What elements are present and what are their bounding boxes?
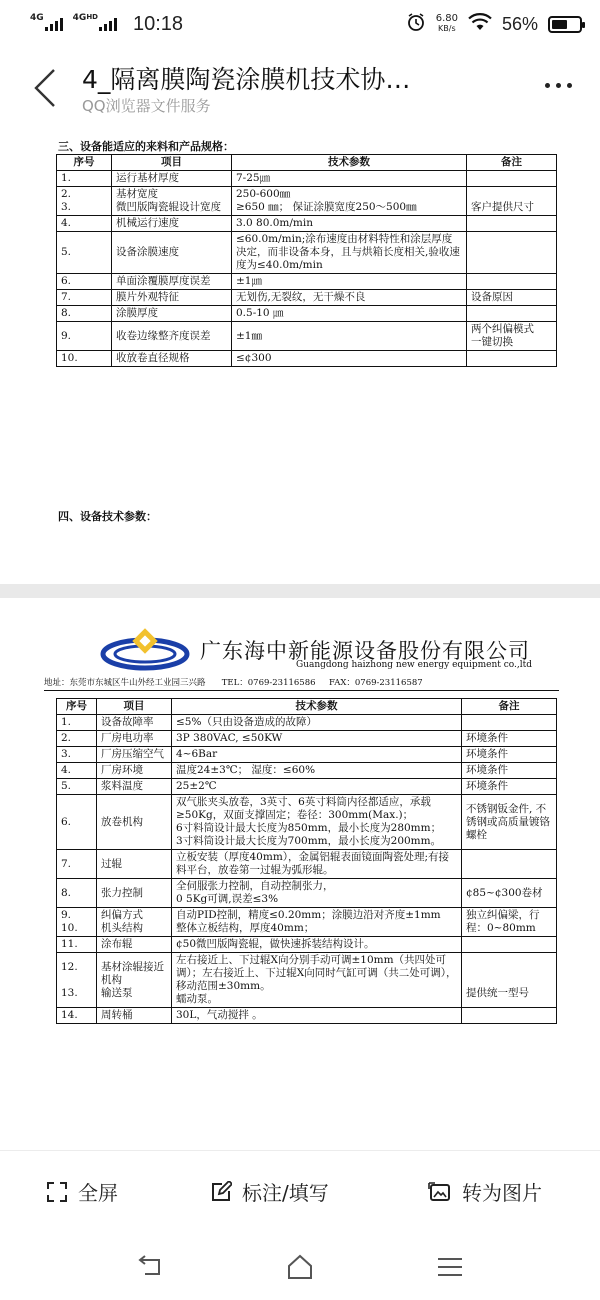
fullscreen-button[interactable] bbox=[46, 1177, 118, 1206]
row-number: 6. bbox=[57, 795, 97, 850]
row-number: 3. bbox=[57, 747, 97, 763]
row-item: 收放卷直径规格 bbox=[112, 351, 232, 367]
nav-menu-button[interactable] bbox=[435, 1252, 465, 1282]
row-parameter: 3.0 80.0m/min bbox=[232, 216, 467, 232]
document-viewer[interactable] bbox=[0, 124, 600, 1150]
row-parameter: 3P 380VAC, ≤50KW bbox=[172, 731, 462, 747]
signal-bars-icon bbox=[99, 17, 117, 31]
section4-heading: 四、设备技术参数： bbox=[58, 510, 157, 523]
status-bar bbox=[0, 0, 600, 48]
convert-to-image-label: 转为图片 bbox=[462, 1181, 542, 1205]
row-number: 1. bbox=[57, 171, 112, 187]
row-note: 两个纠偏模式 一键切换 bbox=[467, 322, 557, 351]
row-item: 涂膜厚度 bbox=[112, 306, 232, 322]
row-number: 8. bbox=[57, 306, 112, 322]
column-header: 备注 bbox=[467, 155, 557, 171]
row-item: 基材宽度 微凹版陶瓷辊设计宽度 bbox=[112, 187, 232, 216]
row-note: 设备原因 bbox=[467, 290, 557, 306]
nav-back-icon bbox=[135, 1252, 165, 1282]
row-number: 6. bbox=[57, 274, 112, 290]
row-note bbox=[462, 715, 557, 731]
row-note: 环境条件 bbox=[462, 779, 557, 795]
document-page-1 bbox=[0, 124, 600, 584]
row-item: 单面涂覆膜厚度误差 bbox=[112, 274, 232, 290]
table-row bbox=[57, 290, 557, 306]
row-note bbox=[467, 351, 557, 367]
alarm-icon bbox=[406, 12, 426, 36]
table-row bbox=[57, 850, 557, 879]
row-parameter: 双气胀夹头放卷，3英寸、6英寸料筒内径都适应，承载≥50Kg，双面支撑固定；卷径：300mm(Max.)； 6寸料筒设计最大长度为850mm，最小长度为280mm； 3寸料筒设计最大长度为700mm，最小长度为200mm。 bbox=[172, 795, 462, 850]
table-row bbox=[57, 216, 557, 232]
row-item: 涂布辊 bbox=[97, 937, 172, 953]
spec-table-1 bbox=[56, 154, 557, 367]
table-row bbox=[57, 795, 557, 850]
row-note: 环境条件 bbox=[462, 763, 557, 779]
fullscreen-icon bbox=[46, 1181, 68, 1203]
table-row bbox=[57, 937, 557, 953]
row-parameter: 立板安装（厚度40mm），金属铝辊表面镜面陶瓷处理;有接料平台，放卷第一过辊为弧形辊。 bbox=[172, 850, 462, 879]
row-number: 14. bbox=[57, 1008, 97, 1024]
sim2-signal bbox=[72, 13, 117, 31]
row-note bbox=[467, 306, 557, 322]
row-number: 9. bbox=[57, 322, 112, 351]
row-item: 设备故障率 bbox=[97, 715, 172, 731]
sim1-signal bbox=[30, 13, 63, 31]
row-parameter: 0.5-10 ㎛ bbox=[232, 306, 467, 322]
row-item: 张力控制 bbox=[97, 879, 172, 908]
row-note bbox=[467, 274, 557, 290]
row-number: 12. 13. bbox=[57, 953, 97, 1008]
table-header-row bbox=[57, 155, 557, 171]
table-row bbox=[57, 322, 557, 351]
spec-table-2 bbox=[56, 698, 557, 1024]
table-row bbox=[57, 171, 557, 187]
row-note bbox=[467, 216, 557, 232]
nav-home-icon bbox=[285, 1252, 315, 1282]
row-item: 过辊 bbox=[97, 850, 172, 879]
back-arrow-icon bbox=[30, 66, 60, 110]
fullscreen-label: 全屏 bbox=[78, 1181, 118, 1205]
letterhead-divider bbox=[44, 690, 559, 691]
row-parameter: 4~6Bar bbox=[172, 747, 462, 763]
section3-heading: 三、设备能适应的来料和产品规格： bbox=[58, 140, 234, 153]
row-item: 周转桶 bbox=[97, 1008, 172, 1024]
nav-back-button[interactable] bbox=[135, 1252, 165, 1282]
row-item: 运行基材厚度 bbox=[112, 171, 232, 187]
row-number: 2. bbox=[57, 731, 97, 747]
row-number: 8. bbox=[57, 879, 97, 908]
row-parameter: 250-600㎜ ≥650 ㎜； 保证涂膜宽度250～500㎜ bbox=[232, 187, 467, 216]
row-parameter: ≤60.0m/min;涂布速度由材料特性和涂层厚度决定，而非设备本身，且与烘箱长度相关,验收速度为≤40.0m/min bbox=[232, 232, 467, 274]
row-number: 5. bbox=[57, 232, 112, 274]
table-row bbox=[57, 232, 557, 274]
row-item: 膜片外观特征 bbox=[112, 290, 232, 306]
network-speed: 6.80 KB/s bbox=[435, 13, 458, 33]
more-options-button[interactable] bbox=[538, 70, 578, 100]
image-convert-icon bbox=[428, 1181, 452, 1203]
row-note bbox=[467, 232, 557, 274]
nav-home-button[interactable] bbox=[285, 1252, 315, 1282]
company-name-cn: 广东海中新能源设备股份有限公司 bbox=[200, 639, 530, 663]
document-page-2 bbox=[0, 598, 600, 1150]
row-parameter: ±1㎛ bbox=[232, 274, 467, 290]
row-note: 不锈钢钣金件, 不锈钢或高质量镀铬螺栓 bbox=[462, 795, 557, 850]
row-item: 设备涂膜速度 bbox=[112, 232, 232, 274]
row-parameter: 自动PID控制，精度≤0.20mm；涂膜边沿对齐度±1mm 整体立板结构，厚度40mm； bbox=[172, 908, 462, 937]
table-row bbox=[57, 274, 557, 290]
row-parameter: 7-25㎛ bbox=[232, 171, 467, 187]
row-number: 4. bbox=[57, 763, 97, 779]
column-header: 技术参数 bbox=[172, 699, 462, 715]
table-row bbox=[57, 763, 557, 779]
row-parameter: ≤5%（只由设备造成的故障） bbox=[172, 715, 462, 731]
row-number: 5. bbox=[57, 779, 97, 795]
column-header: 技术参数 bbox=[232, 155, 467, 171]
row-item: 机械运行速度 bbox=[112, 216, 232, 232]
table-row bbox=[57, 715, 557, 731]
row-note: 客户提供尺寸 bbox=[467, 187, 557, 216]
row-item: 浆料温度 bbox=[97, 779, 172, 795]
title-bar bbox=[0, 48, 600, 124]
document-title: 4_隔离膜陶瓷涂膜机技术协… bbox=[82, 65, 411, 94]
table-row bbox=[57, 731, 557, 747]
table-row bbox=[57, 779, 557, 795]
signal-bars-icon bbox=[45, 17, 63, 31]
row-number: 9. 10. bbox=[57, 908, 97, 937]
row-parameter: ≤¢300 bbox=[232, 351, 467, 367]
nav-menu-icon bbox=[435, 1252, 465, 1282]
back-button[interactable] bbox=[30, 66, 70, 110]
row-number: 7. bbox=[57, 850, 97, 879]
row-parameter: 温度24±3℃； 湿度：≤60% bbox=[172, 763, 462, 779]
page-separator bbox=[0, 584, 600, 598]
battery-percent: 56% bbox=[501, 13, 538, 34]
row-note: 环境条件 bbox=[462, 747, 557, 763]
table-row bbox=[57, 1008, 557, 1024]
row-note bbox=[462, 937, 557, 953]
annotate-button[interactable] bbox=[210, 1177, 329, 1206]
company-logo-icon bbox=[100, 626, 190, 674]
row-number: 4. bbox=[57, 216, 112, 232]
edit-icon bbox=[210, 1181, 232, 1203]
row-parameter: 全伺服张力控制，自动控制张力， 0 5Kg可调,误差≤3% bbox=[172, 879, 462, 908]
company-name-en: Guangdong haizhong new energy equipment co.,ltd bbox=[296, 660, 533, 670]
document-source: QQ浏览器文件服务 bbox=[82, 97, 211, 115]
table-row bbox=[57, 306, 557, 322]
row-note: 环境条件 bbox=[462, 731, 557, 747]
row-number: 1. bbox=[57, 715, 97, 731]
system-nav-bar bbox=[0, 1232, 600, 1300]
sim1-label: 4G bbox=[30, 13, 44, 23]
row-note: ¢85~¢300卷材 bbox=[462, 879, 557, 908]
clock: 10:18 bbox=[132, 12, 184, 35]
battery-icon bbox=[548, 16, 582, 33]
row-item: 放卷机构 bbox=[97, 795, 172, 850]
row-item: 收卷边缘整齐度误差 bbox=[112, 322, 232, 351]
row-note bbox=[462, 1008, 557, 1024]
annotate-label: 标注/填写 bbox=[242, 1181, 329, 1205]
row-item: 厂房环境 bbox=[97, 763, 172, 779]
sim2-label: $4G^{HD}$ bbox=[72, 13, 98, 23]
convert-to-image-button[interactable] bbox=[428, 1177, 542, 1206]
column-header: 序号 bbox=[57, 699, 97, 715]
row-note: 提供统一型号 bbox=[462, 953, 557, 1008]
row-number: 11. bbox=[57, 937, 97, 953]
row-note bbox=[462, 850, 557, 879]
table-row bbox=[57, 953, 557, 1008]
row-parameter: 25±2℃ bbox=[172, 779, 462, 795]
row-parameter: ¢50微凹版陶瓷辊，做快速拆装结构设计。 bbox=[172, 937, 462, 953]
row-item: 基材涂辊接近机构 输送泵 bbox=[97, 953, 172, 1008]
row-item: 厂房电功率 bbox=[97, 731, 172, 747]
table-row bbox=[57, 908, 557, 937]
row-number: 10. bbox=[57, 351, 112, 367]
row-note: 独立纠偏梁，行程：0~80mm bbox=[462, 908, 557, 937]
row-number: 7. bbox=[57, 290, 112, 306]
column-header: 序号 bbox=[57, 155, 112, 171]
row-item: 纠偏方式 机头结构 bbox=[97, 908, 172, 937]
row-parameter: 30L，气动搅拌 。 bbox=[172, 1008, 462, 1024]
column-header: 备注 bbox=[462, 699, 557, 715]
row-note bbox=[467, 171, 557, 187]
row-parameter: 左右接近上、下过辊X向分别手动可调±10mm（共四处可调）；左右接近上、下过辊X向同时气缸可调（共二处可调），移动范围±30mm。 蠕动泵。 bbox=[172, 953, 462, 1008]
row-number: 2. 3. bbox=[57, 187, 112, 216]
column-header: 项目 bbox=[112, 155, 232, 171]
column-header: 项目 bbox=[97, 699, 172, 715]
row-parameter: 无划伤,无裂纹，无干燥不良 bbox=[232, 290, 467, 306]
table-row bbox=[57, 879, 557, 908]
table-header-row bbox=[57, 699, 557, 715]
bottom-toolbar bbox=[0, 1150, 600, 1232]
table-row bbox=[57, 747, 557, 763]
row-parameter: ±1㎜ bbox=[232, 322, 467, 351]
wifi-icon bbox=[468, 13, 492, 35]
table-row bbox=[57, 187, 557, 216]
table-row bbox=[57, 351, 557, 367]
company-address-line: 地址：东莞市东城区牛山外经工业园三兴路 TEL：0769-23116586 FAX：0769-23116587 bbox=[44, 678, 423, 688]
row-item: 厂房压缩空气 bbox=[97, 747, 172, 763]
